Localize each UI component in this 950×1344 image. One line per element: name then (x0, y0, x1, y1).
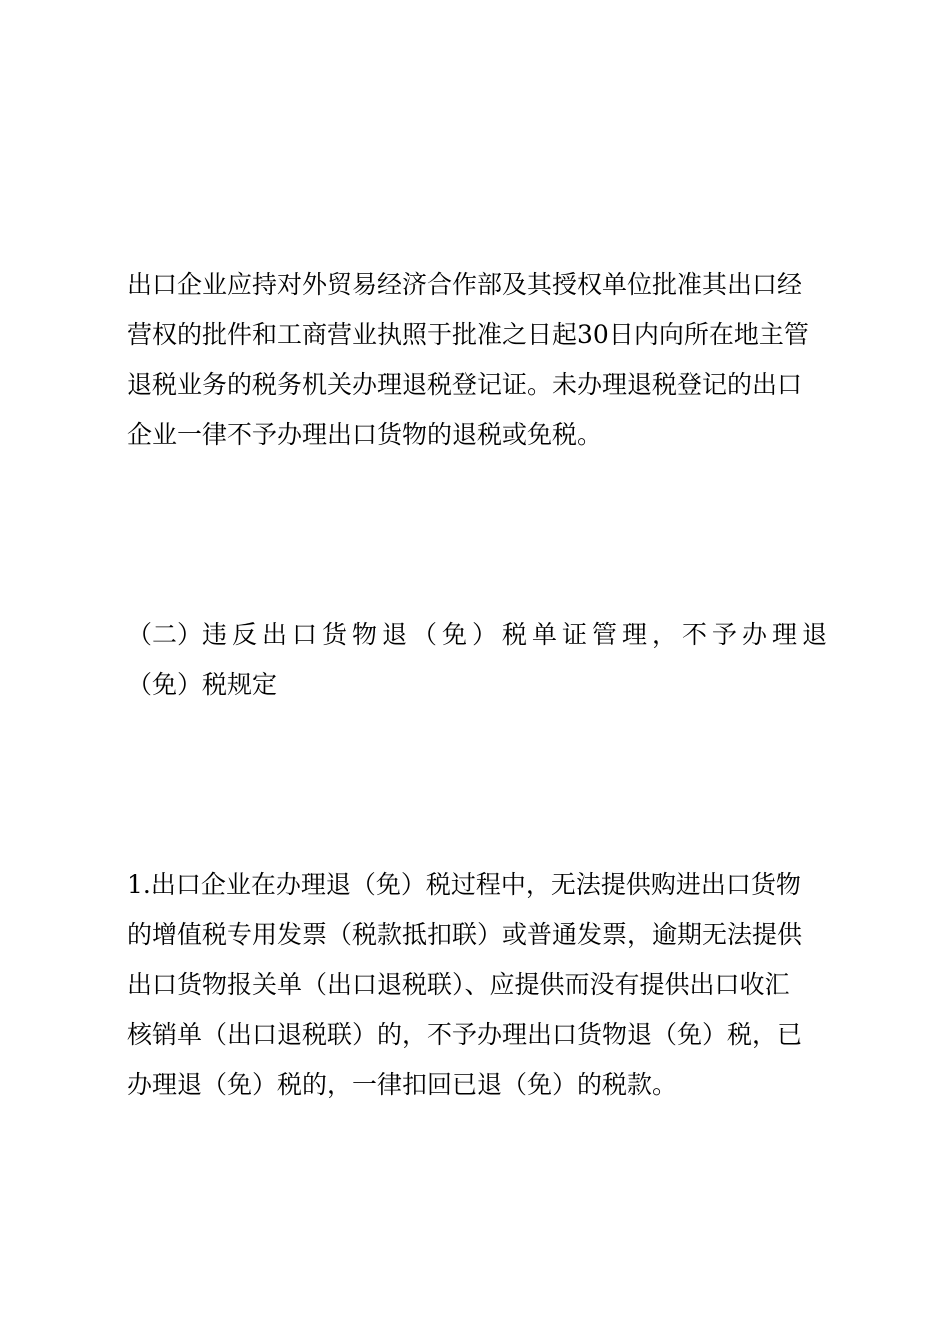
section-title: 违反出口货物退（免）税单证管理，不予办理退 (202, 620, 833, 649)
heading-line: （免）税规定 (127, 670, 278, 699)
paragraph-line: 退税业务的税务机关办理退税登记证。未办理退税登记的出口 (127, 370, 803, 399)
paragraph-line: 1.出口企业在办理退（免）税过程中，无法提供购进出口货物 (127, 870, 801, 899)
paragraph-line: 出口货物报关单（出口退税联）、应提供而没有提供出口收汇 (127, 970, 790, 999)
section-number: （二） (127, 620, 203, 649)
paragraph-line: 出口企业应持对外贸易经济合作部及其授权单位批准其出口经 (127, 270, 803, 299)
section-heading-2 (127, 610, 833, 710)
paragraph-line: 企业一律不予办理出口货物的退税或免税。 (127, 420, 603, 449)
paragraph-line: 营权的批件和工商营业执照于批准之日起30日内向所在地主管 (127, 320, 809, 349)
paragraph-line: 办理退（免）税的，一律扣回已退（免）的税款。 (127, 1070, 678, 1099)
paragraph-line: 的增值税专用发票（税款抵扣联）或普通发票，逾期无法提供 (127, 920, 803, 949)
paragraph-export-registration (127, 260, 827, 460)
heading-line (127, 610, 833, 660)
paragraph-document-rule-1 (127, 860, 827, 1110)
paragraph-line: 核销单（出口退税联）的，不予办理出口货物退（免）税，已 (127, 1020, 803, 1049)
